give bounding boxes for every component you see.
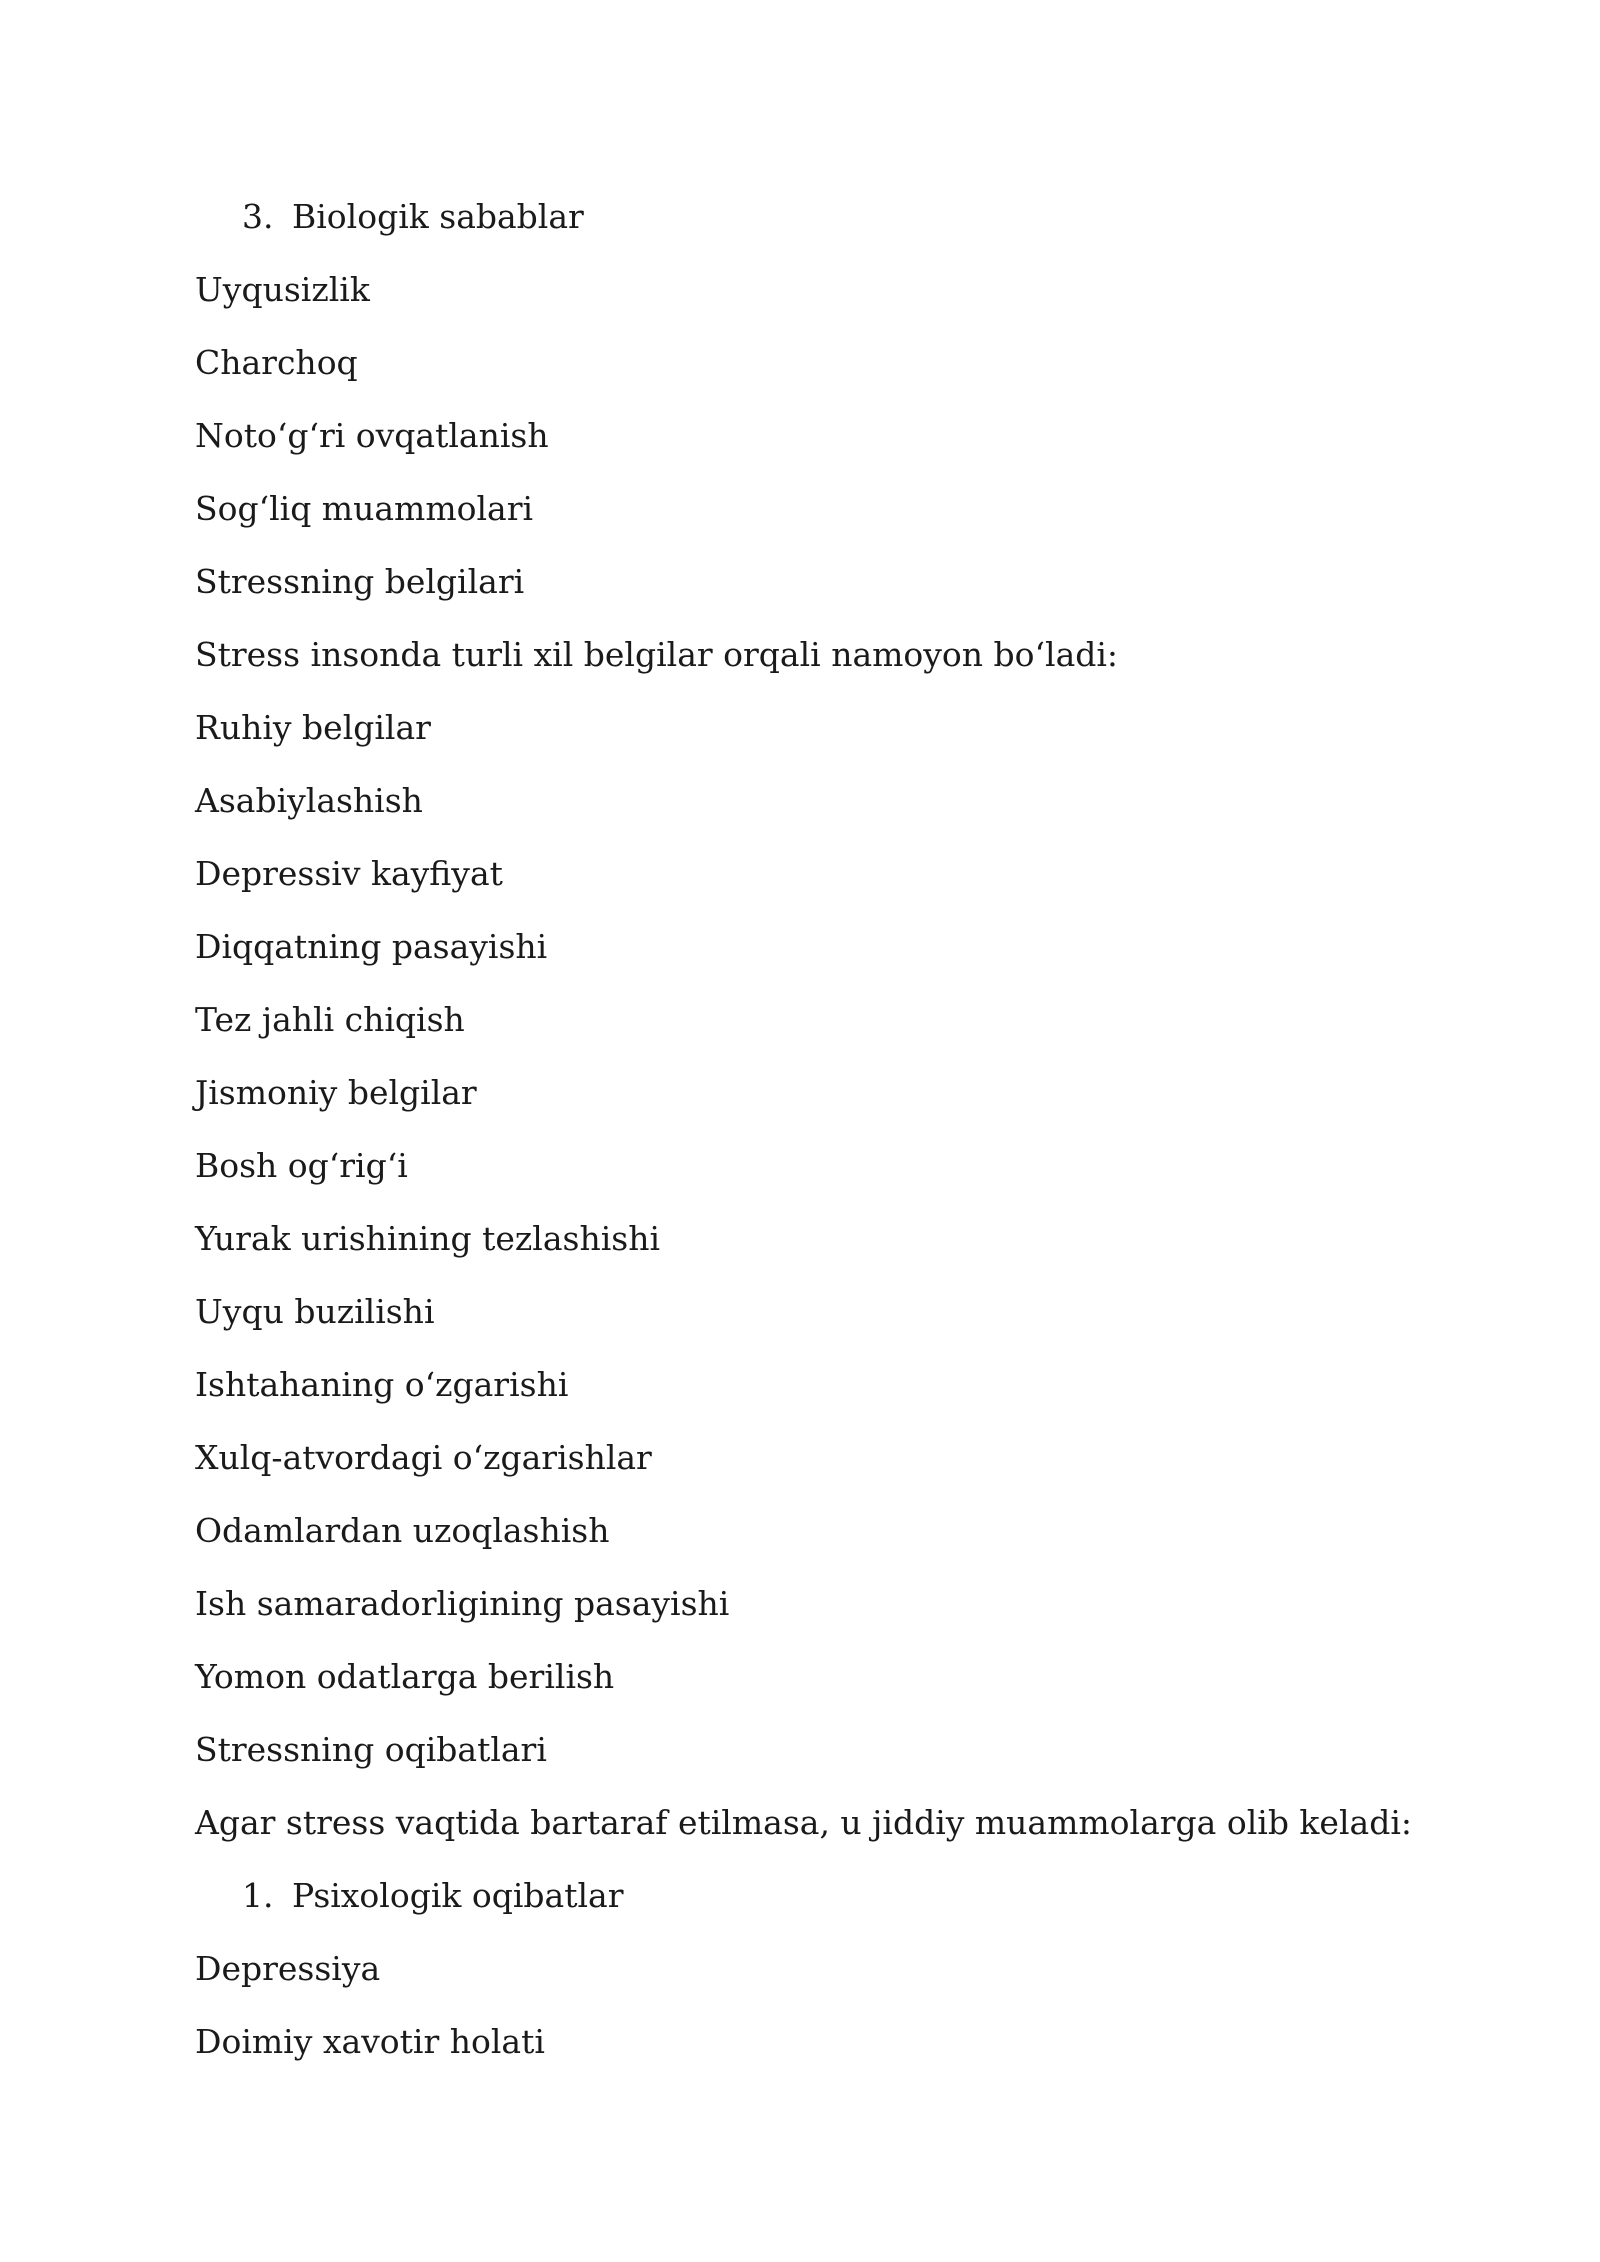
document-body [195, 186, 1445, 2084]
list-heading-text: Biologik sabablar [292, 197, 584, 236]
text-line: Asabiylashish [195, 781, 423, 820]
list-heading-psixologik-oqibatlar [195, 1865, 1445, 1938]
text-line: Noto‘g‘ri ovqatlanish [195, 416, 549, 455]
text-line: Diqqatning pasayishi [195, 927, 548, 966]
text-line: Ish samaradorligining pasayishi [195, 1584, 730, 1623]
subheading: Jismoniy belgilar [195, 1073, 477, 1112]
subheading: Ruhiy belgilar [195, 708, 431, 747]
section-heading: Stressning belgilari [195, 562, 525, 601]
text-line: Sog‘liq muammolari [195, 489, 534, 528]
text-line: Bosh og‘rig‘i [195, 1146, 408, 1185]
paragraph: Agar stress vaqtida bartaraf etilmasa, u jiddiy muammolarga olib keladi: [195, 1803, 1412, 1842]
text-line: Depressiv kayfiyat [195, 854, 503, 893]
text-line: Yomon odatlarga berilish [195, 1657, 615, 1696]
list-heading-text: Psixologik oqibatlar [292, 1876, 624, 1915]
text-line: Yurak urishining tezlashishi [195, 1219, 660, 1258]
list-heading-biologik-sabablar [195, 186, 1445, 259]
subheading: Xulq-atvordagi o‘zgarishlar [195, 1438, 652, 1477]
text-line: Odamlardan uzoqlashish [195, 1511, 610, 1550]
text-line: Tez jahli chiqish [195, 1000, 465, 1039]
text-line: Uyqu buzilishi [195, 1292, 435, 1331]
list-number: 1. [242, 1876, 274, 1915]
text-line: Uyqusizlik [195, 270, 370, 309]
paragraph: Stress insonda turli xil belgilar orqali namoyon bo‘ladi: [195, 635, 1119, 674]
text-line: Charchoq [195, 343, 358, 382]
text-line: Depressiya [195, 1949, 381, 1988]
text-line: Doimiy xavotir holati [195, 2022, 545, 2061]
text-line: Ishtahaning o‘zgarishi [195, 1365, 569, 1404]
section-heading: Stressning oqibatlari [195, 1730, 547, 1769]
list-number: 3. [242, 197, 274, 236]
